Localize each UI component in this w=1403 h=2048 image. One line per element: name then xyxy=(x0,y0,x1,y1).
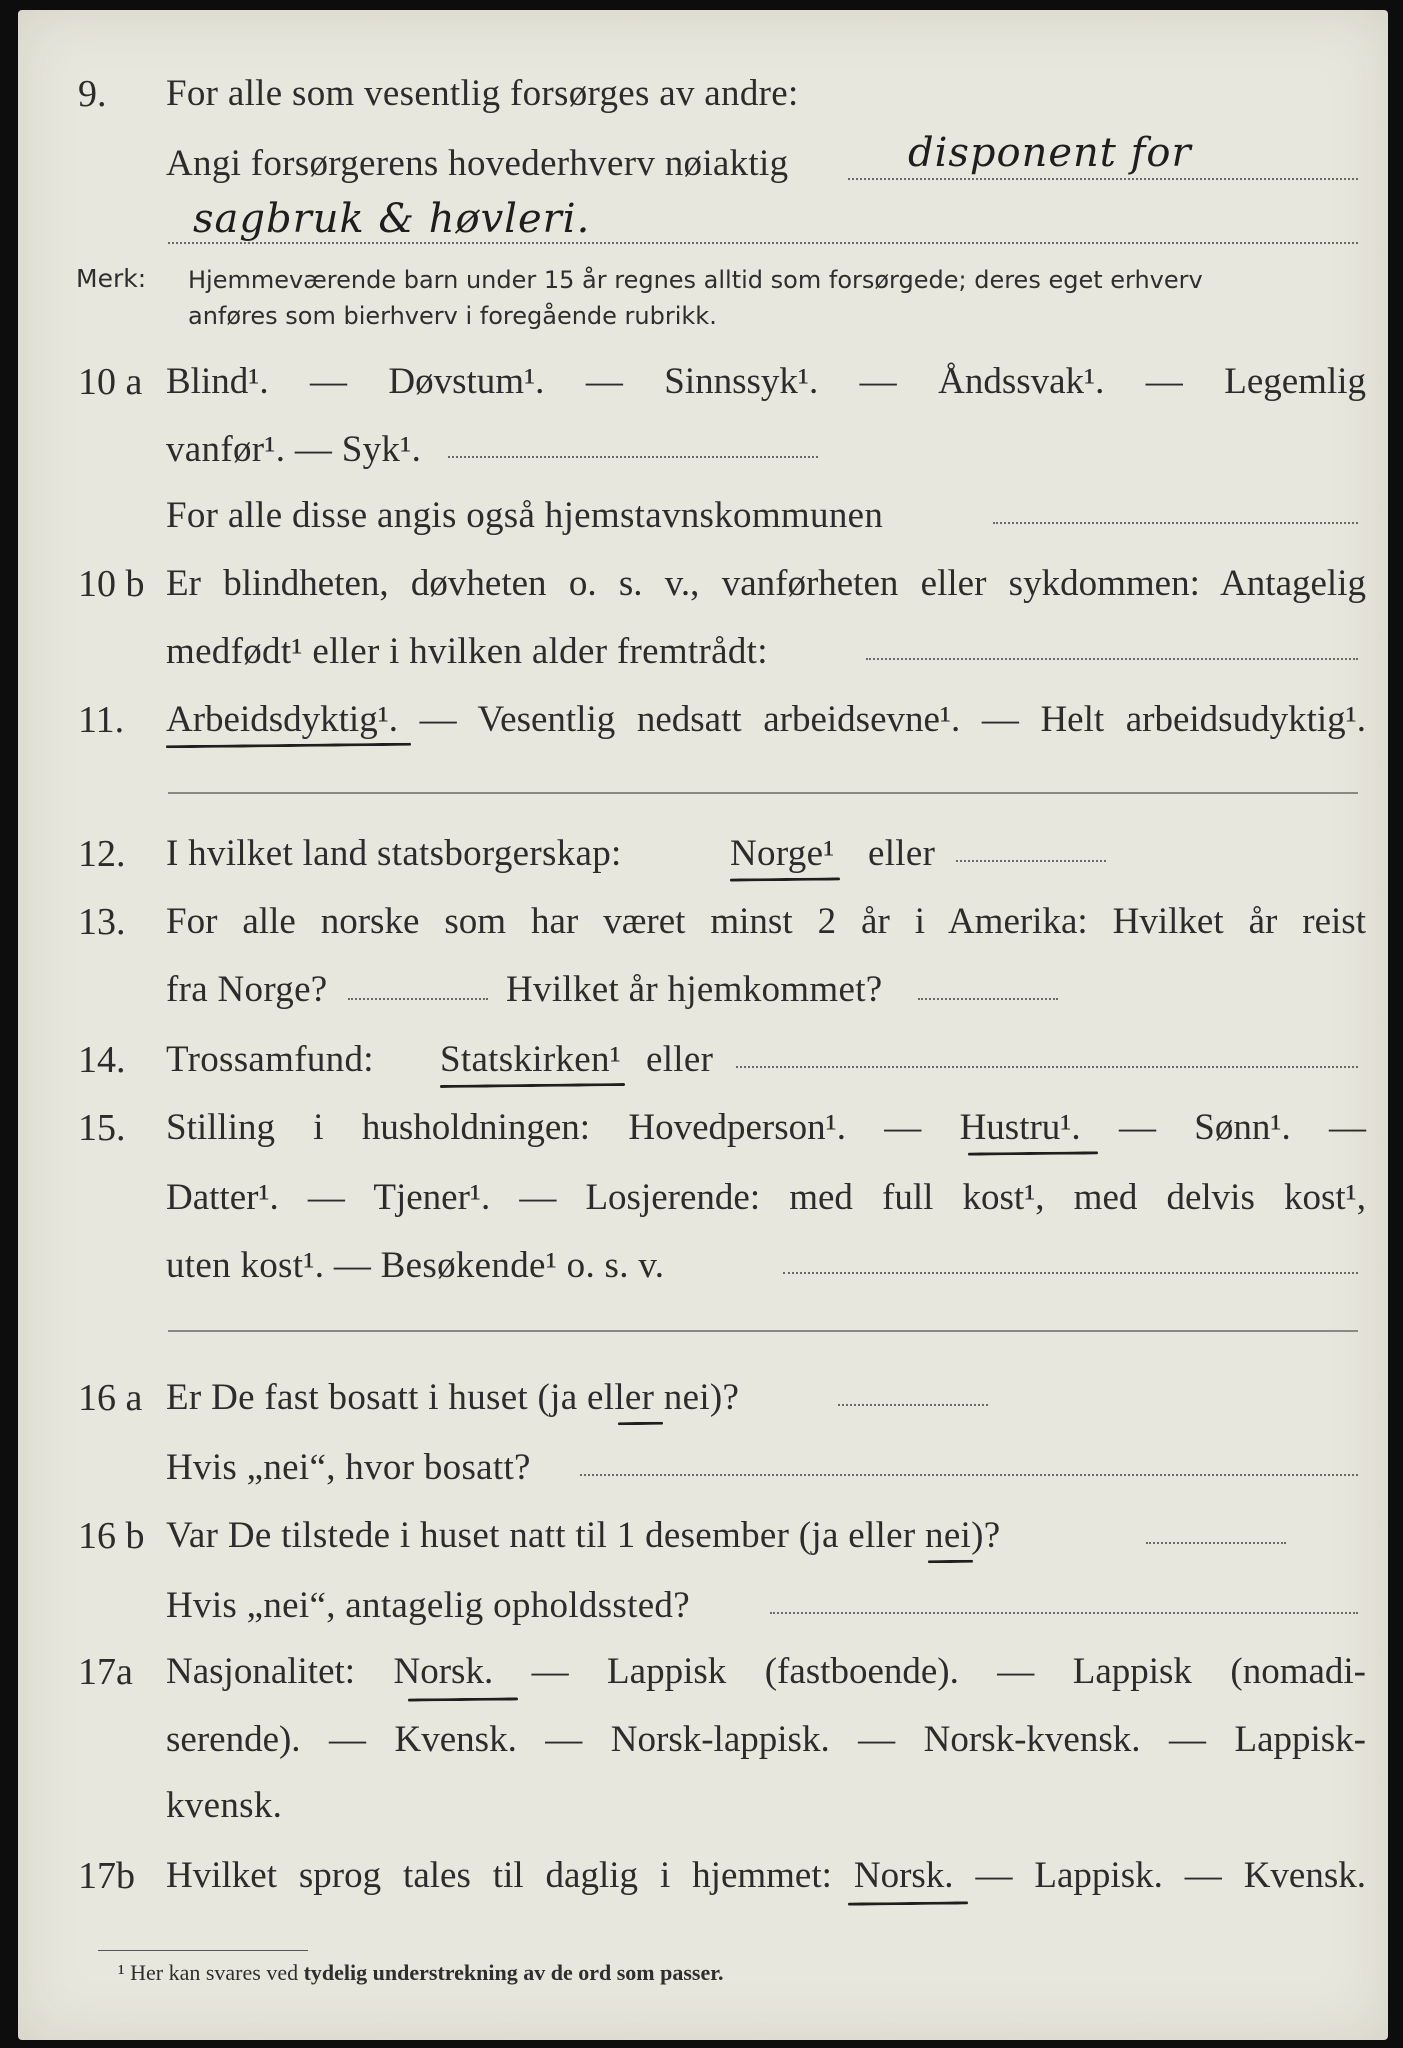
q12-dots xyxy=(956,860,1106,862)
q17a-line1: Nasjonalitet: Norsk. — Lappisk (fastboende). — Lappisk (nomadi- xyxy=(166,1651,1366,1692)
q10b-number: 10 b xyxy=(78,563,145,605)
q15-number: 15. xyxy=(78,1107,126,1149)
q11-underline-arbeidsdyktig xyxy=(166,743,411,749)
merk-label: Merk: xyxy=(76,264,147,293)
q15-dots xyxy=(783,1272,1358,1274)
q12-pre: I hvilket land statsborgerskap: xyxy=(166,833,622,874)
q16b-opholdssted-dots xyxy=(770,1612,1358,1614)
q13-number: 13. xyxy=(78,901,126,943)
footnote-separator xyxy=(98,1950,308,1951)
q10b-line1: Er blindheten, døvheten o. s. v., vanførheten eller sykdommen: Antagelig xyxy=(166,563,1366,604)
q13-line1: For alle norske som har været minst 2 år i Amerika: Hvilket år reist xyxy=(166,901,1366,942)
q17a-line3: kvensk. xyxy=(166,1785,283,1826)
q14-dots xyxy=(736,1066,1358,1068)
q9-handwritten-answer-2[interactable]: sagbruk & høvleri. xyxy=(193,196,591,242)
q9-answer-line1-dots xyxy=(848,178,1358,180)
q13-b-dots xyxy=(918,998,1058,1000)
footnote-text-b: tydelig understrekning av de ord som passer. xyxy=(303,1960,724,1985)
q16b-line1: Var De tilstede i huset natt til 1 desember (ja eller nei)? xyxy=(166,1515,1001,1556)
q9-line1: For alle som vesentlig forsørges av andre: xyxy=(166,73,799,114)
q16a-bosatt-dots xyxy=(580,1474,1358,1476)
footnote-text-a: Her kan svares ved xyxy=(130,1960,299,1985)
q14-statskirken: Statskirken¹ xyxy=(440,1039,622,1080)
q14-pre: Trossamfund: xyxy=(166,1039,374,1080)
q13-a-dots xyxy=(348,998,488,1000)
q16a-number: 16 a xyxy=(78,1377,143,1419)
q10b-dots xyxy=(866,658,1358,660)
q10a-syk-dots xyxy=(448,456,818,458)
q12-number: 12. xyxy=(78,833,126,875)
q10b-line2: medfødt¹ eller i hvilken alder fremtrådt: xyxy=(166,631,768,672)
q16a-underline-ja xyxy=(618,1422,663,1425)
q16a-dots xyxy=(838,1404,988,1406)
q9-number: 9. xyxy=(78,73,107,115)
q10a-number: 10 a xyxy=(78,361,143,403)
q12-underline-norge xyxy=(730,877,840,881)
q10a-line2: vanfør¹. — Syk¹. xyxy=(166,429,422,470)
q15-line1: Stilling i husholdningen: Hovedperson¹. — Hustru¹. — Sønn¹. — xyxy=(166,1107,1366,1148)
merk-line1: Hjemmeværende barn under 15 år regnes alltid som forsørgede; deres eget erhverv xyxy=(188,266,1203,294)
q15-underline-hustru xyxy=(968,1151,1098,1155)
q17a-line2: serende). — Kvensk. — Norsk-lappisk. — Norsk-kvensk. — Lappisk- xyxy=(166,1719,1366,1760)
q13-a: fra Norge? xyxy=(166,969,328,1010)
q10a-line3: For alle disse angis også hjemstavnskommunen xyxy=(166,495,884,536)
q11-line1: Arbeidsdyktig¹. — Vesentlig nedsatt arbeidsevne¹. — Helt arbeidsudyktig¹. xyxy=(166,699,1366,740)
q14-underline-statskirken xyxy=(440,1083,625,1088)
q17b-underline-norsk xyxy=(848,1901,968,1905)
q15-answer-line xyxy=(168,1330,1358,1332)
q17a-number: 17a xyxy=(78,1651,133,1693)
q15-line2: Datter¹. — Tjener¹. — Losjerende: med full kost¹, med delvis kost¹, xyxy=(166,1177,1366,1218)
q9-line2: Angi forsørgerens hovederhverv nøiaktig xyxy=(166,143,789,184)
q11-answer-line xyxy=(168,792,1358,794)
footnote-mark: ¹ xyxy=(118,1960,125,1985)
q12-norge: Norge¹ xyxy=(730,833,835,874)
q16b-number: 16 b xyxy=(78,1515,145,1557)
merk-line2: anføres som bierhverv i foregående rubrikk. xyxy=(188,302,717,330)
q9-handwritten-answer-1[interactable]: disponent for xyxy=(908,130,1192,176)
footnote xyxy=(118,1960,724,1986)
q16a-line2: Hvis „nei“, hvor bosatt? xyxy=(166,1447,531,1488)
q16a-line1: Er De fast bosatt i huset (ja eller nei)? xyxy=(166,1377,740,1418)
q12-post: eller xyxy=(868,833,936,874)
q17a-underline-norsk xyxy=(408,1697,518,1701)
q17b-line1: Hvilket sprog tales til daglig i hjemmet: Norsk. — Lappisk. — Kvensk. xyxy=(166,1855,1366,1896)
q13-b: Hvilket år hjemkommet? xyxy=(506,969,883,1010)
q16b-underline-ja xyxy=(928,1560,973,1563)
q10a-line1: Blind¹. — Døvstum¹. — Sinnssyk¹. — Åndssvak¹. — Legemlig xyxy=(166,361,1366,402)
q17b-number: 17b xyxy=(78,1855,135,1897)
q14-number: 14. xyxy=(78,1039,126,1081)
q15-line3: uten kost¹. — Besøkende¹ o. s. v. xyxy=(166,1245,665,1286)
q11-number: 11. xyxy=(78,699,125,741)
q16b-dots xyxy=(1146,1542,1286,1544)
q16b-line2: Hvis „nei“, antagelig opholdssted? xyxy=(166,1585,690,1626)
q14-post: eller xyxy=(646,1039,714,1080)
q9-answer-line2-dots xyxy=(168,242,1358,244)
q10a-hjemstavn-dots xyxy=(993,522,1358,524)
census-form-page xyxy=(18,10,1388,2040)
